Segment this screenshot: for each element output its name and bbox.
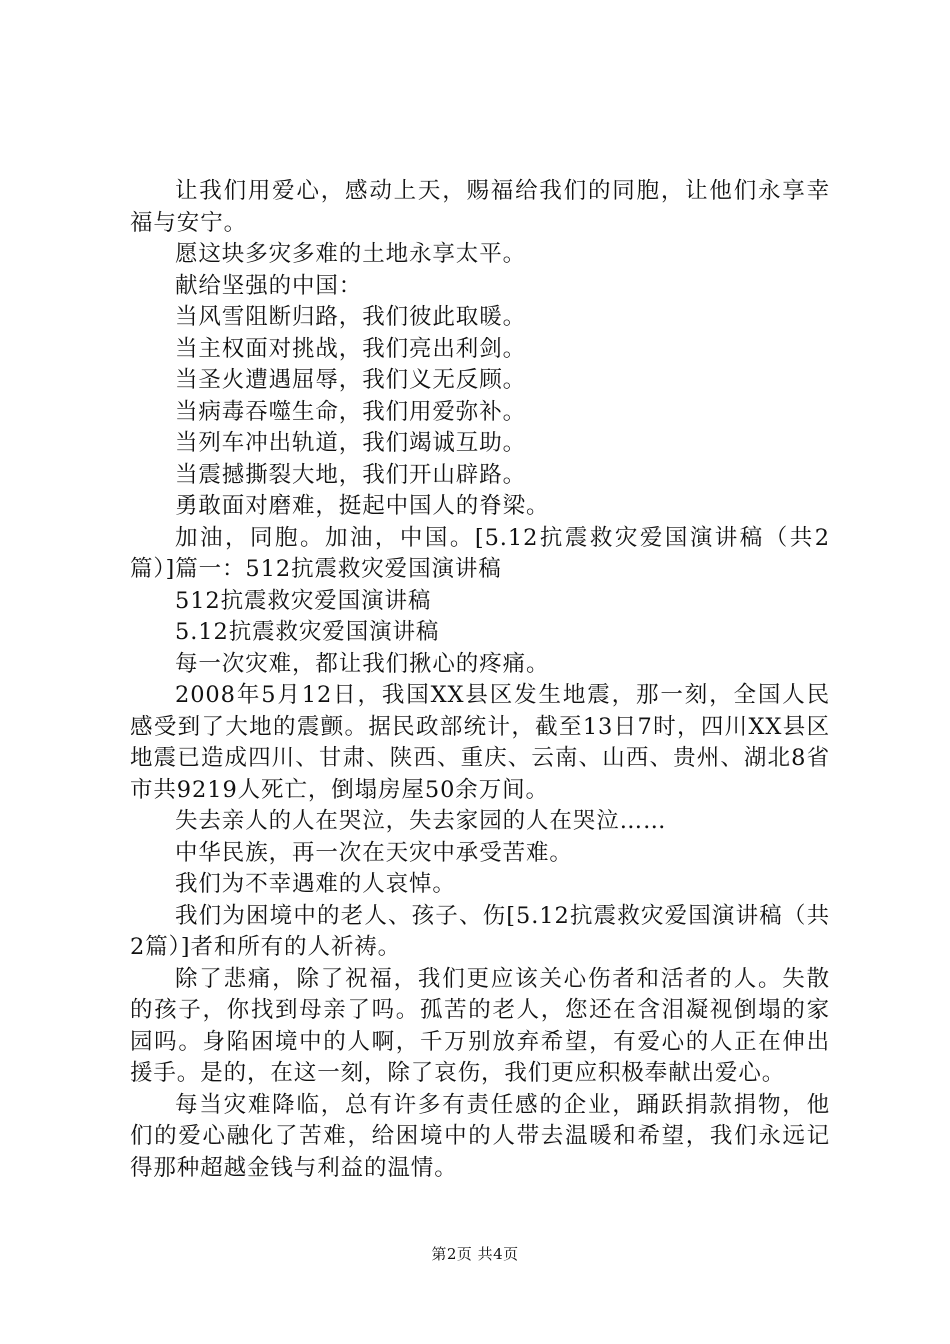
page-footer [0,1244,950,1264]
paragraph: 当主权面对挑战，我们亮出利剑。 [175,335,527,362]
paragraph: 当列车冲出轨道，我们竭诚互助。 [175,430,527,456]
paragraph: 勇敢面对磨难，挺起中国人的脊梁。 [175,493,550,519]
paragraph: 除了悲痛，除了祝福，我们更应该关心伤者和活者的人。失散的孩子，你找到母亲了吗。孤苦的老人，您还在含泪凝视倒塌的家园吗。身陷困境中的人啊，千万别放弃希望，有爱心的人正在伸出援手。是的，在这一刻，除了哀伤，我们更应积极奉献出爱心。 [130,965,830,1086]
document-body [130,176,830,1184]
paragraph: 我们为困境中的老人、孩子、伤[5.12抗震救灾爱国演讲稿（共2篇）]者和所有的人祈祷。 [130,902,830,960]
paragraph: 5.12抗震救灾爱国演讲稿 [175,619,440,645]
paragraph: 每一次灾难，都让我们揪心的疼痛。 [175,650,550,677]
paragraph: 2008年5月12日，我国XX县区发生地震，那一刻，全国人民感受到了大地的震颤。据民政部统计，截至13日7时，四川XX县区地震已造成四川、甘肃、陕西、重庆、云南、山西、贵州、湖北8省市共9219人死亡，倒塌房屋50余万间。 [130,682,830,803]
paragraph: 当风雪阻断归路，我们彼此取暖。 [175,304,527,330]
paragraph: 加油，同胞。加油，中国。[5.12抗震救灾爱国演讲稿（共2篇）]篇一：512抗震救灾爱国演讲稿 [130,524,830,582]
page-number-label: 第2页 共4页 [431,1245,519,1263]
paragraph: 当震撼撕裂大地，我们开山辟路。 [175,461,527,488]
paragraph: 当病毒吞噬生命，我们用爱弥补。 [175,398,527,425]
paragraph: 每当灾难降临，总有许多有责任感的企业，踊跃捐款捐物，他们的爱心融化了苦难，给困境中的人带去温暖和希望，我们永远记得那种超越金钱与利益的温情。 [130,1091,830,1181]
paragraph: 失去亲人的人在哭泣，失去家园的人在哭泣…… [175,808,667,834]
paragraph: 愿这块多灾多难的土地永享太平。 [175,241,527,267]
paragraph: 我们为不幸遇难的人哀悼。 [175,871,456,897]
paragraph: 中华民族，再一次在天灾中承受苦难。 [175,839,573,866]
paragraph: 512抗震救灾爱国演讲稿 [175,587,432,614]
paragraph: 当圣火遭遇屈辱，我们义无反顾。 [175,367,527,393]
paragraph: 让我们用爱心，感动上天，赐福给我们的同胞，让他们永享幸福与安宁。 [130,178,830,236]
paragraph: 献给坚强的中国： [175,272,363,299]
